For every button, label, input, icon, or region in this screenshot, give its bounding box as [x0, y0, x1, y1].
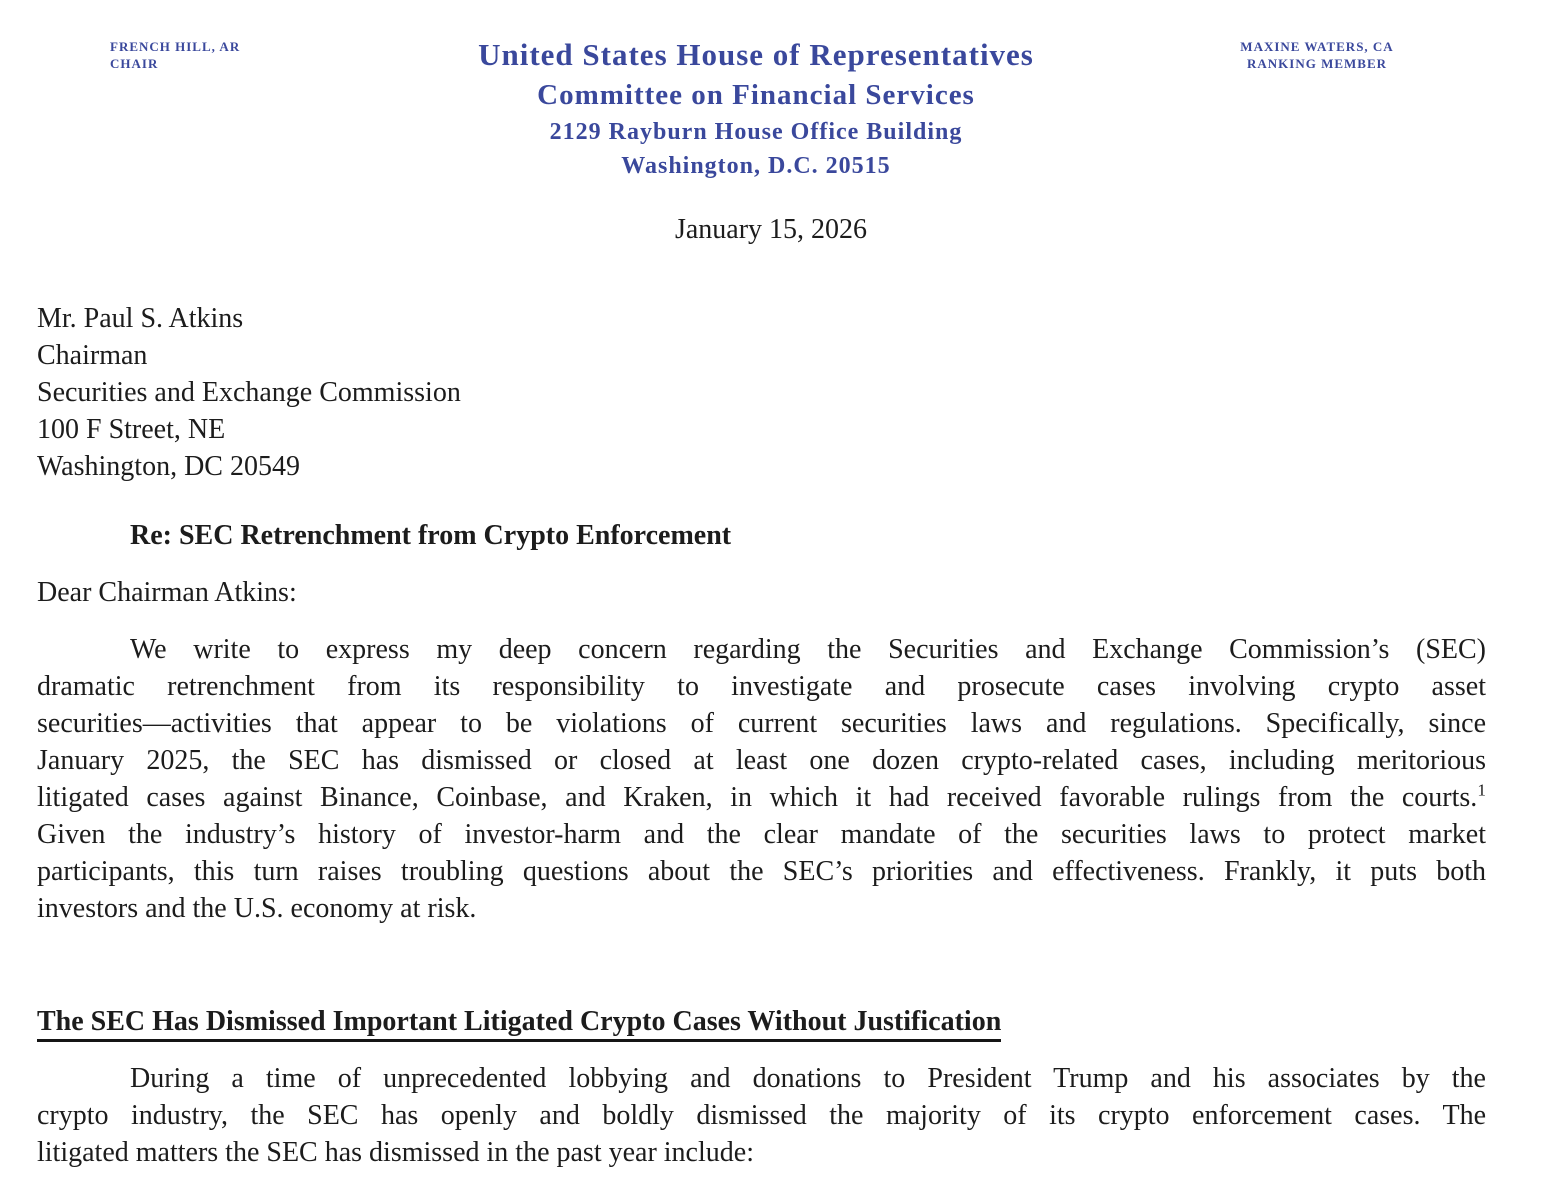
recipient-line: Securities and Exchange Commission [37, 377, 461, 408]
chair-title: CHAIR [110, 56, 159, 71]
body-text-line: dramatic retrenchment from its responsibility to investigate and prosecute cases involving crypto asset [37, 671, 1486, 702]
body-text-line: investors and the U.S. economy at risk. [37, 893, 477, 924]
chair-block [0, 34, 300, 72]
recipient-line: Chairman [37, 340, 148, 371]
recipient-line: Washington, DC 20549 [37, 451, 300, 482]
paragraph-2 [37, 1060, 1486, 1171]
letter-date: January 15, 2026 [674, 214, 868, 245]
salutation: Dear Chairman Atkins: [37, 577, 297, 608]
body-text-line: Given the industry’s history of investor-harm and the clear mandate of the securities laws to protect market [37, 819, 1486, 850]
body-text-line: January 2025, the SEC has dismissed or closed at least one dozen crypto-related cases, including meritorious [37, 745, 1486, 776]
body-text-line: We write to express my deep concern regarding the Securities and Exchange Commission’s (SEC) [130, 634, 1486, 665]
letterhead-title-line1: United States House of Representatives [478, 37, 1034, 72]
letterhead-center [300, 34, 1212, 183]
chair-name: FRENCH HILL, AR [110, 39, 241, 54]
ranking-member-block [1212, 34, 1542, 72]
letterhead-address-line1: 2129 Rayburn House Office Building [549, 119, 963, 145]
body-text-line: securities—activities that appear to be violations of current securities laws and regulations. Specifically, since [37, 708, 1486, 739]
body-text-line: participants, this turn raises troubling questions about the SEC’s priorities and effectiveness. Frankly, it puts both [37, 856, 1486, 887]
ranking-member-name: MAXINE WATERS, CA [1240, 39, 1394, 54]
section-heading-text: The SEC Has Dismissed Important Litigated Crypto Cases Without Justification [37, 1006, 1001, 1042]
ranking-member-title: RANKING MEMBER [1246, 56, 1388, 71]
recipient-line: 100 F Street, NE [37, 414, 226, 445]
paragraph-1 [37, 631, 1486, 927]
letterhead-address-line2: Washington, D.C. 20515 [621, 153, 891, 179]
body-text-line: litigated matters the SEC has dismissed in the past year include: [37, 1137, 754, 1168]
section-heading [37, 1003, 1486, 1040]
recipient-address-block [37, 300, 1486, 485]
footnote-reference: 1 [1477, 780, 1486, 800]
recipient-line: Mr. Paul S. Atkins [37, 303, 244, 334]
letterhead-title-line2: Committee on Financial Services [537, 79, 975, 111]
body-text-line: crypto industry, the SEC has openly and boldly dismissed the majority of its crypto enforcement cases. The [37, 1100, 1486, 1131]
body-text-line: During a time of unprecedented lobbying and donations to President Trump and his associates by the [130, 1063, 1486, 1094]
subject-line: Re: SEC Retrenchment from Crypto Enforcement [130, 520, 732, 551]
body-text-line: litigated cases against Binance, Coinbase, and Kraken, in which it had received favorable rulings from the courts.$^1$ [37, 780, 1486, 813]
letterhead [0, 0, 1542, 183]
